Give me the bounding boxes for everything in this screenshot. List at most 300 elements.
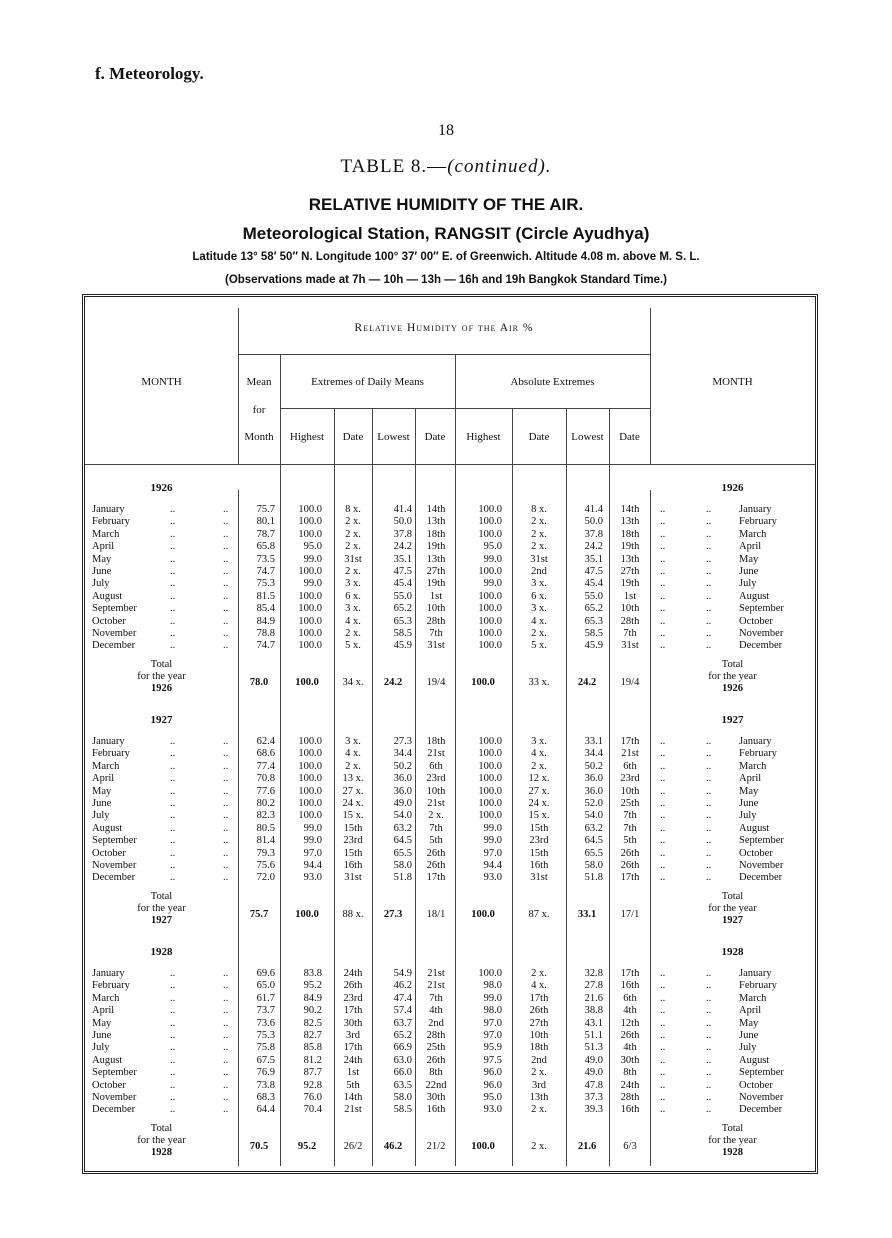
table-cell: 16th xyxy=(426,1104,446,1116)
table-cell: 13th xyxy=(426,553,446,565)
leader-dots: .. xyxy=(170,1042,176,1054)
month-label: May xyxy=(92,785,112,797)
for-year-label: for the year xyxy=(137,1134,186,1146)
month-label: December xyxy=(92,640,136,652)
leader-dots: .. xyxy=(706,541,712,553)
leader-dots: .. xyxy=(223,1054,229,1066)
table-cell: 3 x. xyxy=(345,736,361,747)
total-cell: 19/4 xyxy=(620,676,640,688)
table-cell: 7th xyxy=(623,810,637,822)
lowest-header-1: Lowest xyxy=(377,431,410,443)
month-label-right: May xyxy=(739,553,759,565)
table-cell: 15 x. xyxy=(528,810,550,822)
leader-dots: .. xyxy=(706,640,712,652)
year-heading-left: 1926 xyxy=(150,482,173,494)
table-cell: 25th xyxy=(426,1042,446,1054)
table-cell: 45.9 xyxy=(584,640,603,652)
table-cell: 24 x. xyxy=(528,798,550,809)
table-cell: 65.8 xyxy=(256,541,275,553)
table-row xyxy=(0,736,892,748)
total-cell: 78.0 xyxy=(249,676,269,688)
table-row xyxy=(0,1067,892,1079)
leader-dots: .. xyxy=(170,760,176,772)
table-cell: 36.0 xyxy=(584,773,603,785)
leader-dots: .. xyxy=(706,628,712,639)
total-cell: 34 x. xyxy=(342,676,364,688)
table-cell: 50.0 xyxy=(584,516,603,528)
table-cell: 31st xyxy=(621,640,639,652)
table-cell: 37.8 xyxy=(393,528,412,540)
table-cell: 49.0 xyxy=(584,1067,603,1079)
table-cell: 3rd xyxy=(532,1079,546,1091)
month-label: September xyxy=(92,603,137,615)
table-cell: 17th xyxy=(529,992,549,1004)
observations-line: (Observations made at 7h — 10h — 13h — 16h and 19h Bangkok Standard Time.) xyxy=(224,274,668,286)
table-cell: 36.0 xyxy=(393,773,412,785)
leader-dots: .. xyxy=(706,798,712,809)
table-cell: 17th xyxy=(620,968,640,979)
table-cell: 27 x. xyxy=(342,785,364,797)
total-year-right: 1927 xyxy=(722,914,743,926)
table-cell: 2 x. xyxy=(531,968,547,979)
leader-dots: .. xyxy=(660,1104,666,1116)
table-cell: 19th xyxy=(426,578,446,590)
table-cell: 36.0 xyxy=(584,785,603,797)
leader-dots: .. xyxy=(223,872,229,884)
table-cell: 12th xyxy=(620,1017,640,1029)
station-name: Meteorological Station, RANGSIT (Circle Ayudhya) xyxy=(242,224,650,243)
month-label: February xyxy=(92,516,130,528)
month-label-right: March xyxy=(739,528,767,540)
leader-dots: .. xyxy=(660,1005,666,1017)
table-cell: 97.0 xyxy=(483,1017,502,1029)
table-row xyxy=(0,993,892,1005)
table-cell: 50.2 xyxy=(584,760,603,772)
total-cell: 100.0 xyxy=(471,676,495,688)
for-year-label-right: for the year xyxy=(708,670,757,682)
table-cell: 24 x. xyxy=(342,798,364,809)
table-cell: 83.8 xyxy=(303,968,322,979)
leader-dots: .. xyxy=(223,628,229,639)
highest-header-1: Highest xyxy=(289,431,325,443)
table-cell: 82.3 xyxy=(256,810,275,822)
table-cell: 2 x. xyxy=(531,760,547,772)
table-cell: 95.9 xyxy=(483,1042,502,1054)
leader-dots: .. xyxy=(706,1042,712,1054)
table-cell: 10th xyxy=(620,603,640,615)
total-label: Total xyxy=(150,890,173,902)
table-cell: 54.0 xyxy=(584,810,603,822)
table-cell: 99.0 xyxy=(483,553,502,565)
table-cell: 2 x. xyxy=(345,628,361,639)
table-cell: 80.2 xyxy=(256,798,275,809)
table-row xyxy=(0,541,892,553)
leader-dots: .. xyxy=(660,860,666,871)
leader-dots: .. xyxy=(706,1092,712,1103)
table-cell: 31st xyxy=(344,553,362,565)
table-cell: 76.9 xyxy=(256,1067,275,1079)
leader-dots: .. xyxy=(170,504,176,515)
table-cell: 18th xyxy=(529,1042,549,1054)
table-cell: 62.4 xyxy=(256,736,275,747)
leader-dots: .. xyxy=(223,968,229,979)
table-cell: 76.0 xyxy=(303,1092,322,1103)
table-cell: 99.0 xyxy=(483,992,502,1004)
table-cell: 23rd xyxy=(426,773,446,785)
leader-dots: .. xyxy=(170,835,176,847)
table-cell: 17th xyxy=(620,872,640,884)
leader-dots: .. xyxy=(223,798,229,809)
rule xyxy=(238,354,650,355)
month-label-right: September xyxy=(739,835,784,847)
table-cell: 3 x. xyxy=(345,578,361,590)
table-cell: 95.0 xyxy=(483,541,502,553)
table-cell: 23rd xyxy=(620,773,640,785)
table-cell: 21st xyxy=(427,748,445,760)
table-cell: 15th xyxy=(343,847,363,859)
leader-dots: .. xyxy=(660,760,666,772)
leader-dots: .. xyxy=(170,748,176,760)
table-row xyxy=(0,628,892,640)
table-cell: 24.2 xyxy=(584,541,603,553)
table-row xyxy=(0,603,892,615)
table-row xyxy=(0,980,892,992)
month-label: January xyxy=(92,968,125,979)
table-cell: 85.4 xyxy=(256,603,275,615)
leader-dots: .. xyxy=(660,872,666,884)
table-cell: 100.0 xyxy=(478,516,502,528)
table-cell: 93.0 xyxy=(303,872,322,884)
table-row xyxy=(0,504,892,516)
table-cell: 100.0 xyxy=(478,504,502,515)
table-cell: 100.0 xyxy=(478,628,502,639)
table-cell: 93.0 xyxy=(483,872,502,884)
leader-dots: .. xyxy=(223,1079,229,1091)
table-cell: 15 x. xyxy=(342,810,364,822)
month-label: May xyxy=(92,553,112,565)
leader-dots: .. xyxy=(170,578,176,590)
table-row xyxy=(0,1018,892,1030)
table-row xyxy=(0,872,892,884)
leader-dots: .. xyxy=(706,504,712,515)
table-cell: 45.4 xyxy=(393,578,412,590)
table-cell: 100.0 xyxy=(298,760,322,772)
table-cell: 100.0 xyxy=(298,566,322,577)
leader-dots: .. xyxy=(660,516,666,528)
table-cell: 16th xyxy=(620,1104,640,1116)
table-row xyxy=(0,748,892,760)
table-cell: 84.9 xyxy=(256,615,275,627)
leader-dots: .. xyxy=(706,980,712,992)
table-cell: 26th xyxy=(343,980,363,992)
leader-dots: .. xyxy=(706,835,712,847)
table-cell: 3 x. xyxy=(531,736,547,747)
table-cell: 99.0 xyxy=(303,553,322,565)
total-cell: 33 x. xyxy=(528,676,550,688)
table-cell: 13th xyxy=(529,1092,549,1103)
table-cell: 31st xyxy=(344,872,362,884)
rule xyxy=(280,408,650,409)
month-label: November xyxy=(92,628,137,639)
leader-dots: .. xyxy=(223,1092,229,1103)
table-cell: 54.9 xyxy=(393,968,412,979)
month-header-right: MONTH xyxy=(712,376,753,388)
month-label: September xyxy=(92,1067,137,1079)
month-label-right: April xyxy=(739,773,762,785)
table-cell: 64.4 xyxy=(256,1104,275,1116)
table-cell: 78.8 xyxy=(256,628,275,639)
table-cell: 17th xyxy=(620,736,640,747)
total-cell: 100.0 xyxy=(295,908,319,920)
table-cell: 94.4 xyxy=(483,860,502,871)
table-row xyxy=(0,968,892,980)
leader-dots: .. xyxy=(223,615,229,627)
leader-dots: .. xyxy=(223,566,229,577)
month-label: August xyxy=(92,1054,123,1066)
table-cell: 7th xyxy=(429,822,443,834)
table-cell: 24.2 xyxy=(393,541,412,553)
table-cell: 4 x. xyxy=(531,980,547,992)
table-cell: 100.0 xyxy=(478,748,502,760)
table-row xyxy=(0,640,892,652)
leader-dots: .. xyxy=(223,640,229,652)
month-label-right: October xyxy=(739,615,773,627)
table-cell: 2nd xyxy=(428,1017,444,1029)
table-cell: 75.3 xyxy=(256,578,275,590)
table-cell: 90.2 xyxy=(303,1005,322,1017)
group-header: Relative Humidity of the Air % xyxy=(354,322,534,334)
leader-dots: .. xyxy=(706,1030,712,1041)
table-cell: 81.4 xyxy=(256,835,275,847)
table-cell: 99.0 xyxy=(483,835,502,847)
table-title-continued: (continued). xyxy=(447,156,552,177)
year-heading-right: 1926 xyxy=(721,482,744,494)
table-cell: 95.0 xyxy=(483,1092,502,1103)
total-year: 1926 xyxy=(151,682,172,694)
table-cell: 57.4 xyxy=(393,1005,412,1017)
leader-dots: .. xyxy=(706,968,712,979)
for-year-label-right: for the year xyxy=(708,902,757,914)
leader-dots: .. xyxy=(170,640,176,652)
table-cell: 58.5 xyxy=(393,1104,412,1116)
table-cell: 22nd xyxy=(425,1079,447,1091)
date-header-2: Date xyxy=(424,431,446,443)
table-cell: 100.0 xyxy=(298,590,322,602)
table-cell: 21st xyxy=(621,748,639,760)
table-cell: 65.3 xyxy=(393,615,412,627)
leader-dots: .. xyxy=(660,736,666,747)
table-cell: 28th xyxy=(620,1092,640,1103)
table-cell: 45.4 xyxy=(584,578,603,590)
leader-dots: .. xyxy=(223,516,229,528)
mean-header: Mean xyxy=(246,376,272,388)
table-cell: 65.0 xyxy=(256,980,275,992)
table-cell: 2nd xyxy=(531,566,547,577)
total-year-right: 1926 xyxy=(722,682,743,694)
leader-dots: .. xyxy=(170,1079,176,1091)
table-cell: 75.3 xyxy=(256,1030,275,1041)
table-row xyxy=(0,516,892,528)
leader-dots: .. xyxy=(223,1005,229,1017)
month-label: January xyxy=(92,736,125,747)
table-cell: 98.0 xyxy=(483,980,502,992)
total-label-right: Total xyxy=(721,890,744,902)
leader-dots: .. xyxy=(660,1067,666,1079)
table-cell: 3 x. xyxy=(531,603,547,615)
leader-dots: .. xyxy=(660,773,666,785)
table-row xyxy=(0,1005,892,1017)
table-cell: 26th xyxy=(529,1005,549,1017)
leader-dots: .. xyxy=(170,1054,176,1066)
table-cell: 24th xyxy=(343,968,363,979)
table-cell: 15th xyxy=(529,822,549,834)
table-cell: 72.0 xyxy=(256,872,275,884)
month-label: June xyxy=(92,1030,112,1041)
table-cell: 94.4 xyxy=(303,860,322,871)
month-label: August xyxy=(92,822,123,834)
table-cell: 100.0 xyxy=(478,810,502,822)
leader-dots: .. xyxy=(170,516,176,528)
total-cell: 33.1 xyxy=(577,908,597,920)
table-cell: 30th xyxy=(620,1054,640,1066)
table-cell: 54.0 xyxy=(393,810,412,822)
leader-dots: .. xyxy=(170,785,176,797)
lowest-header-2: Lowest xyxy=(571,431,604,443)
table-cell: 2nd xyxy=(531,1054,547,1066)
leader-dots: .. xyxy=(170,615,176,627)
table-cell: 24th xyxy=(343,1054,363,1066)
table-row xyxy=(0,1042,892,1054)
table-cell: 74.7 xyxy=(256,640,275,652)
leader-dots: .. xyxy=(223,528,229,540)
table-cell: 6th xyxy=(623,760,637,772)
table-cell: 58.5 xyxy=(584,628,603,639)
for-year-label: for the year xyxy=(137,670,186,682)
total-cell: 19/4 xyxy=(426,676,446,688)
leader-dots: .. xyxy=(706,736,712,747)
location-line: Latitude 13° 58′ 50″ N. Longitude 100° 37′ 00″ E. of Greenwich. Altitude 4.08 m. above M. S. L. xyxy=(192,251,700,263)
leader-dots: .. xyxy=(706,516,712,528)
month-label-right: December xyxy=(739,640,783,652)
table-cell: 1st xyxy=(429,590,443,602)
table-cell: 6 x. xyxy=(531,590,547,602)
month-label: August xyxy=(92,590,123,602)
total-year-right: 1928 xyxy=(722,1146,743,1158)
leader-dots: .. xyxy=(660,1079,666,1091)
date-header-3: Date xyxy=(528,431,550,443)
table-cell: 97.5 xyxy=(483,1054,502,1066)
total-cell: 100.0 xyxy=(295,676,319,688)
table-row xyxy=(0,773,892,785)
month-label: November xyxy=(92,860,137,871)
table-cell: 8 x. xyxy=(531,504,547,515)
leader-dots: .. xyxy=(706,553,712,565)
leader-dots: .. xyxy=(170,1092,176,1103)
total-cell: 95.2 xyxy=(297,1140,317,1152)
month-label-right: May xyxy=(739,785,759,797)
table-cell: 79.3 xyxy=(256,847,275,859)
total-cell: 24.2 xyxy=(577,676,597,688)
table-cell: 96.0 xyxy=(483,1067,502,1079)
leader-dots: .. xyxy=(706,615,712,627)
table-cell: 99.0 xyxy=(303,578,322,590)
table-cell: 26th xyxy=(620,847,640,859)
month-label: December xyxy=(92,872,136,884)
month-label-right: June xyxy=(739,798,759,809)
month-label-right: September xyxy=(739,1067,784,1079)
table-cell: 51.1 xyxy=(584,1030,603,1041)
leader-dots: .. xyxy=(706,992,712,1004)
table-cell: 28th xyxy=(426,615,446,627)
table-row xyxy=(0,1092,892,1104)
table-cell: 69.6 xyxy=(256,968,275,979)
table-cell: 31st xyxy=(530,872,548,884)
leader-dots: .. xyxy=(170,992,176,1004)
leader-dots: .. xyxy=(223,1042,229,1054)
table-cell: 2 x. xyxy=(531,628,547,639)
table-row xyxy=(0,1055,892,1067)
leader-dots: .. xyxy=(223,860,229,871)
for-header: for xyxy=(252,404,266,416)
leader-dots: .. xyxy=(706,847,712,859)
table-cell: 4th xyxy=(623,1005,637,1017)
year-heading-left: 1928 xyxy=(150,946,173,958)
table-cell: 27th xyxy=(620,566,640,577)
table-cell: 7th xyxy=(623,628,637,639)
leader-dots: .. xyxy=(170,980,176,992)
total-cell: 18/1 xyxy=(426,908,446,920)
month-label: July xyxy=(92,578,110,590)
table-cell: 100.0 xyxy=(478,603,502,615)
table-cell: 31st xyxy=(530,553,548,565)
table-cell: 61.7 xyxy=(256,992,275,1004)
table-cell: 30th xyxy=(426,1092,446,1103)
total-cell: 6/3 xyxy=(623,1140,637,1152)
table-cell: 63.0 xyxy=(393,1054,412,1066)
total-cell: 24.2 xyxy=(383,676,403,688)
total-cell: 70.5 xyxy=(249,1140,269,1152)
leader-dots: .. xyxy=(223,822,229,834)
leader-dots: .. xyxy=(706,528,712,540)
leader-dots: .. xyxy=(223,736,229,747)
year-heading-right: 1928 xyxy=(721,946,744,958)
table-cell: 100.0 xyxy=(298,603,322,615)
table-row xyxy=(0,798,892,810)
table-cell: 55.0 xyxy=(393,590,412,602)
table-cell: 97.0 xyxy=(483,1030,502,1041)
table-cell: 65.5 xyxy=(393,847,412,859)
table-cell: 99.0 xyxy=(303,835,322,847)
table-cell: 100.0 xyxy=(298,516,322,528)
table-cell: 8 x. xyxy=(345,504,361,515)
leader-dots: .. xyxy=(660,748,666,760)
leader-dots: .. xyxy=(170,590,176,602)
leader-dots: .. xyxy=(706,1017,712,1029)
table-row xyxy=(0,578,892,590)
month-label: October xyxy=(92,1079,126,1091)
month-label-right: January xyxy=(739,504,772,515)
table-cell: 14th xyxy=(620,504,640,515)
table-cell: 12 x. xyxy=(528,773,550,785)
table-cell: 100.0 xyxy=(478,590,502,602)
table-cell: 100.0 xyxy=(298,736,322,747)
table-cell: 100.0 xyxy=(478,640,502,652)
leader-dots: .. xyxy=(223,785,229,797)
table-row xyxy=(0,810,892,822)
table-cell: 21.6 xyxy=(584,992,603,1004)
table-cell: 2 x. xyxy=(428,810,444,822)
table-cell: 21st xyxy=(427,980,445,992)
